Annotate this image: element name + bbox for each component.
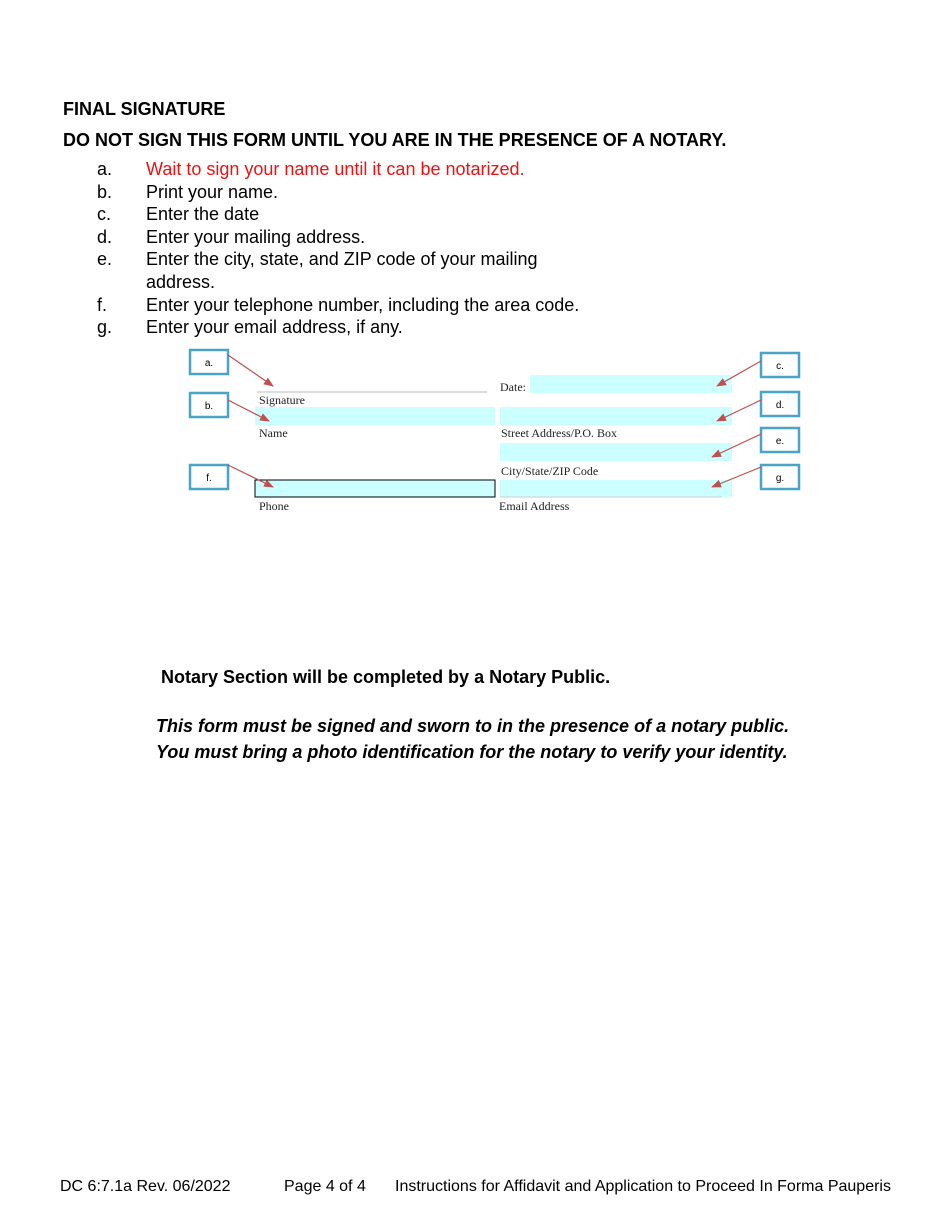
step-item: [97, 226, 697, 249]
date-field: [530, 375, 732, 393]
notary-line-1: This form must be signed and sworn to in the presence of a notary public.: [156, 716, 790, 736]
callout-e-label: e.: [775, 436, 785, 447]
step-letter: c.: [97, 204, 112, 225]
step-item: [97, 181, 697, 204]
step-item: [97, 248, 697, 293]
document-title: Instructions for Affidavit and Application to Proceed In Forma Pauperis: [395, 1178, 891, 1195]
step-text: Enter your telephone number, including the area code.: [146, 294, 580, 315]
step-letter: d.: [97, 226, 113, 247]
phone-field: [255, 480, 495, 497]
arrow-f: [228, 465, 273, 487]
city-field: [500, 443, 732, 461]
email-label: Email Address: [499, 499, 570, 513]
step-letter: b.: [97, 181, 113, 202]
step-list: [97, 158, 697, 339]
callout-a: [190, 350, 228, 374]
callout-g-label: g.: [775, 473, 785, 484]
callout-b-label: b.: [204, 401, 214, 412]
phone-label: Phone: [259, 499, 289, 513]
callout-d-label: d.: [775, 400, 785, 411]
step-item: [97, 158, 697, 181]
callout-c-label: c.: [776, 361, 784, 372]
street-field: [500, 407, 732, 425]
signature-label: Signature: [259, 393, 305, 407]
step-letter: e.: [97, 249, 113, 270]
step-letter: f.: [97, 294, 108, 315]
step-text: Enter your mailing address.: [146, 226, 366, 247]
callout-c: [761, 353, 799, 377]
callout-f-label: f.: [206, 473, 212, 484]
arrow-a: [228, 355, 273, 386]
step-item: [97, 316, 697, 339]
arrow-c: [717, 361, 761, 386]
notary-instructions: [156, 713, 789, 765]
notary-line-2: You must bring a photo identification for the notary to verify your identity.: [156, 742, 788, 762]
callout-d: [761, 392, 799, 416]
name-label: Name: [259, 426, 288, 440]
callout-a-label: a.: [204, 358, 214, 369]
name-field: [255, 407, 495, 425]
email-field: [500, 480, 732, 497]
step-text: Enter the date: [146, 204, 260, 225]
step-letter: a.: [97, 159, 113, 179]
street-label: Street Address/P.O. Box: [501, 426, 618, 440]
callout-f: [190, 465, 228, 489]
sample-form-figure: [185, 345, 810, 520]
step-letter: g.: [97, 317, 113, 338]
callout-b: [190, 393, 228, 417]
step-item: [97, 203, 697, 226]
callout-e: [761, 428, 799, 452]
step-text: Enter your email address, if any.: [146, 317, 403, 338]
notary-section-heading: Notary Section will be completed by a Notary Public.: [161, 667, 611, 687]
step-text: Enter the city, state, and ZIP code of your mailing address.: [146, 249, 538, 292]
date-label: Date:: [500, 380, 526, 394]
section-heading: FINAL SIGNATURE: [63, 99, 226, 119]
form-number: DC 6:7.1a Rev. 06/2022: [60, 1178, 231, 1195]
notary-warning: DO NOT SIGN THIS FORM UNTIL YOU ARE IN THE PRESENCE OF A NOTARY.: [63, 130, 727, 150]
step-text: Print your name.: [146, 181, 279, 202]
page-number: Page 4 of 4: [284, 1178, 366, 1195]
step-item: [97, 294, 697, 317]
callout-g: [761, 465, 799, 489]
arrow-g: [712, 467, 761, 487]
city-label: City/State/ZIP Code: [501, 464, 599, 478]
step-text: Wait to sign your name until it can be notarized.: [146, 159, 525, 179]
